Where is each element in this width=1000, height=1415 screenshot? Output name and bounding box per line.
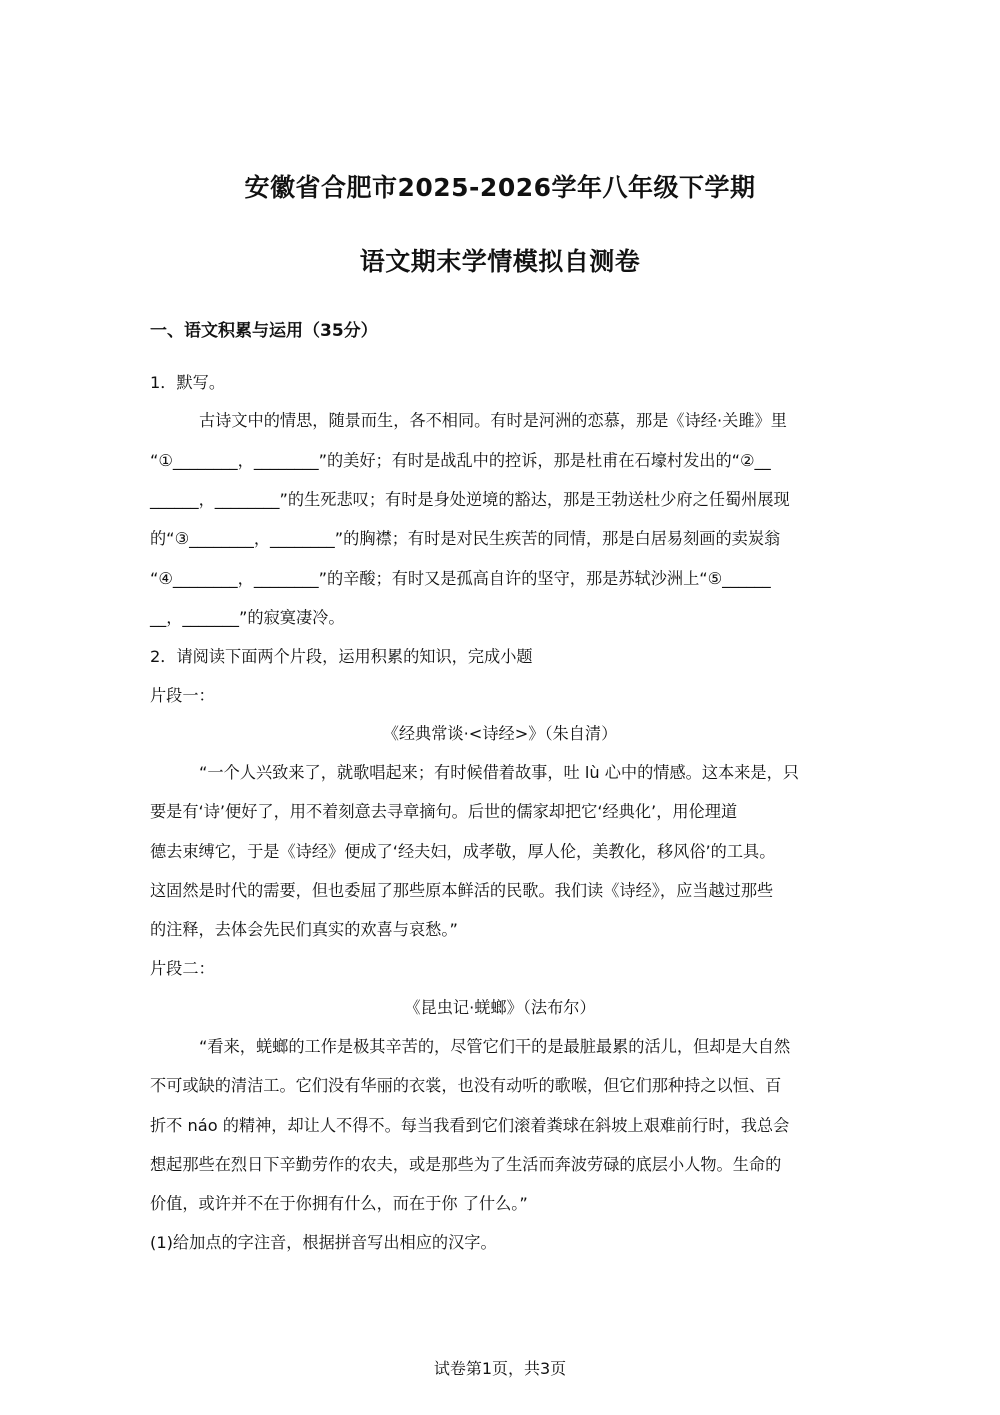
question-1-label: 1．默写。: [150, 373, 226, 392]
question-1-text-line: 古诗文中的情思，随景而生，各不相同。有时是河洲的恋慕，那是《诗经·关雎》里: [199, 411, 787, 430]
fragment-1-title: 《经典常谈·<诗经>》（朱自清）: [382, 724, 618, 743]
fragment-2-title: 《昆虫记·蜣螂》（法布尔）: [404, 998, 596, 1017]
fragment-2-line: 折不 náo 的精神，却让人不得不。每当我看到它们滚着粪球在斜坡上艰难前行时，我总会: [150, 1116, 790, 1135]
fragment-1-label: 片段一：: [150, 686, 215, 705]
fragment-1-line: 要是有‘诗’便好了，用不着刻意去寻章摘句。后世的儒家却把它‘经典化’，用伦理道: [150, 802, 738, 821]
question-1-text-line: “①________，________”的美好；有时是战乱中的控诉，那是杜甫在石壕村发出的“②__: [150, 451, 771, 470]
fragment-2-label: 片段二：: [150, 959, 215, 978]
question-1-text-line: “④________，________”的辛酸；有时又是孤高自许的坚守，那是苏轼沙洲上“⑤______: [150, 569, 771, 588]
fragment-1-line: 德去束缚它，于是《诗经》便成了‘经夫妇，成孝敬，厚人伦，美教化，移风俗’的工具。: [150, 842, 776, 861]
page-footer: 试卷第1页，共3页: [433, 1359, 567, 1378]
question-1-text-line: 的“③________，________”的胸襟；有时是对民生疾苦的同情，那是白居易刻画的卖炭翁: [150, 529, 781, 548]
fragment-2-line: “看来，蜣螂的工作是极其辛苦的，尽管它们干的是最脏最累的活儿，但却是大自然: [199, 1037, 791, 1056]
fragment-2-line: 价值，或许并不在于你拥有什么，而在于你 了什么。”: [150, 1194, 528, 1213]
fragment-1-line: 的注释，去体会先民们真实的欢喜与哀愁。”: [150, 920, 458, 939]
fragment-1-line: “一个人兴致来了，就歌唱起来；有时候借着故事，吐 lù 心中的情感。这本来是，只: [199, 763, 799, 782]
fragment-1-line: 这固然是时代的需要，但也委屈了那些原本鲜活的民歌。我们读《诗经》，应当越过那些: [150, 881, 774, 900]
fragment-2-line: 不可或缺的清洁工。它们没有华丽的衣裳，也没有动听的歌喉，但它们那种持之以恒、百: [150, 1076, 782, 1095]
question-2-label: 2．请阅读下面两个片段，运用积累的知识，完成小题: [150, 647, 533, 666]
question-1-text-line: ______，________”的生死悲叹；有时是身处逆境的豁达，那是王勃送杜少府之任蜀州展现: [150, 490, 790, 509]
question-1-text-line: __，_______”的寂寞凄冷。: [150, 608, 345, 627]
exam-subtitle: 语文期末学情模拟自测卷: [359, 247, 641, 276]
fragment-2-line: 想起那些在烈日下辛勤劳作的农夫，或是那些为了生活而奔波劳碌的底层小人物。生命的: [150, 1155, 782, 1174]
exam-title: 安徽省合肥市2025-2026学年八年级下学期: [244, 173, 756, 202]
sub-question-1: (1)给加点的字注音，根据拼音写出相应的汉字。: [150, 1233, 497, 1252]
section-heading: 一、语文积累与运用（35分）: [150, 321, 378, 341]
